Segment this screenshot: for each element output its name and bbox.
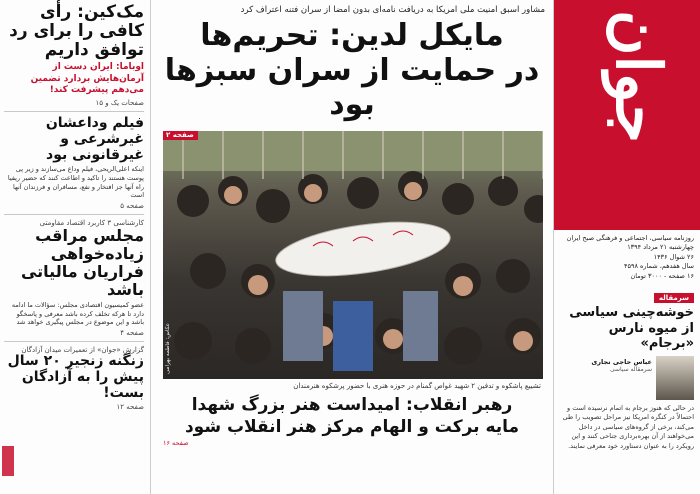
bottom-headline[interactable] bbox=[155, 394, 549, 440]
author-avatar bbox=[656, 356, 694, 400]
news-headline[interactable]: مجلس مراقب زیاده‌خواهی فراریان مالیاتی باشد bbox=[20, 226, 144, 299]
funeral-photo[interactable] bbox=[163, 131, 543, 379]
main-headline[interactable] bbox=[155, 19, 549, 123]
divider bbox=[4, 214, 144, 215]
divider bbox=[4, 341, 144, 342]
page-reference: صفحه ۵ bbox=[120, 202, 144, 211]
info-line: سال هفدهم، شماره ۴۵۹۸ bbox=[623, 262, 694, 271]
page-reference: صفحه ۱۲ bbox=[116, 403, 144, 412]
bottom-headline-line: مایه برکت و الهام مرکز هنر انقلاب شود bbox=[184, 417, 520, 438]
info-line: ۱۶ صفحه - ۳۰۰۰ تومان bbox=[630, 271, 694, 280]
news-headline[interactable]: مک‌کین: رأی کافی را برای رد توافق داریم bbox=[9, 2, 144, 61]
section-tag: سرمقاله bbox=[654, 293, 694, 303]
center-column bbox=[150, 0, 554, 494]
left-column bbox=[0, 0, 150, 494]
news-body: اینکه اعلی‌الریحی، فیلم وداع می‌سازند و زیر پی پوست هستند را تاکید و اطاعت کنند که حضیر ریفیا راه آنها جز افتخار و نفع، مسافران و فرزندان آنها است bbox=[7, 165, 144, 200]
newspaper-logo[interactable] bbox=[562, 8, 692, 218]
photo-credit: عکاس: فاطمه بهرامی bbox=[165, 323, 171, 375]
page-reference: صفحه ۴ bbox=[120, 329, 144, 338]
info-line: ۲۶ شوال ۱۴۳۶ bbox=[653, 252, 694, 261]
logo-text: جوان bbox=[602, 10, 675, 144]
author-role: سرمقاله سیاسی bbox=[609, 365, 652, 373]
watermark-icon bbox=[2, 446, 14, 476]
info-line: روزنامه سیاسی، اجتماعی و فرهنگی صبح ایران bbox=[566, 234, 694, 242]
news-body: عضو کمیسیون اقتصادی مجلس: سؤالات ما ادامه دارد تا هرکه تخلف کرده باشد معرفی و پاسخگو باشد و این موضوع در مجلس پیگیری خواهد شد bbox=[11, 300, 144, 327]
right-column bbox=[554, 0, 700, 494]
author-box bbox=[554, 352, 700, 404]
bottom-headline-line: رهبر انقلاب: امیداست هنر بزرگ شهدا bbox=[191, 394, 513, 415]
page-reference: صفحات یک و ۱۵ bbox=[95, 99, 144, 108]
divider bbox=[4, 111, 144, 112]
page-badge: صفحه ۲ bbox=[163, 131, 198, 140]
author-name: عباس حاجی نجاری bbox=[591, 357, 652, 366]
news-headline[interactable]: فیلم وداعشان غیرشرعی و غیرقانونی بود bbox=[45, 115, 144, 163]
main-kicker: مشاور اسبق امنیت ملی امریکا به دریافت نامه‌ای بدون امضا از سران فتنه اعتراف کرد bbox=[240, 5, 545, 15]
masthead-info bbox=[554, 230, 700, 285]
editorial-body: در حالی که هنوز برجام به اتمام نرسیده است و احتمالاً در کنگره امریکا نیز مراحل تصویب را طی می‌کند، برخی از گروه‌های سیاسی در داخل می‌خواهند از آن بهره‌برداری جناحی کنند و این رویکرد را به عنوان دستاورد خود معرفی نمایند. bbox=[562, 403, 694, 450]
main-headline-line: در حمایت از سران سبزها بود bbox=[164, 52, 540, 122]
photo-caption: تشییع پاشکوه و تدفین ۲ شهید غواص گمنام در حوزه هنری با حضور پرشکوه هنرمندان bbox=[293, 381, 541, 390]
news-headline[interactable]: زنگنه زنجیر ۲۰ سال پیش را به آزادگان بست! bbox=[7, 353, 144, 401]
masthead bbox=[554, 0, 700, 230]
main-headline-line: مایکل لدین: تحریم‌ها bbox=[200, 18, 504, 53]
news-kicker: کارشناسی ۳ کاربرد اقتصاد مقاومتی bbox=[39, 219, 144, 228]
news-subheadline: اوباما: ایران دست از آرمان‌هایش بردارد تضمین می‌دهم پیشرفت کند! bbox=[30, 62, 144, 96]
info-line: چهارشنبه ۲۱ مرداد ۱۳۹۴ bbox=[627, 243, 694, 252]
crowd-illustration bbox=[163, 131, 543, 379]
news-kicker: گزارش «جوان» از تعمیرات میدان آزادگان bbox=[21, 346, 144, 355]
editorial-headline[interactable]: خوشه‌چینی سیاسی از میوه نارس «برجام» bbox=[569, 305, 694, 352]
page-reference: صفحه ۱۶ bbox=[163, 439, 189, 448]
